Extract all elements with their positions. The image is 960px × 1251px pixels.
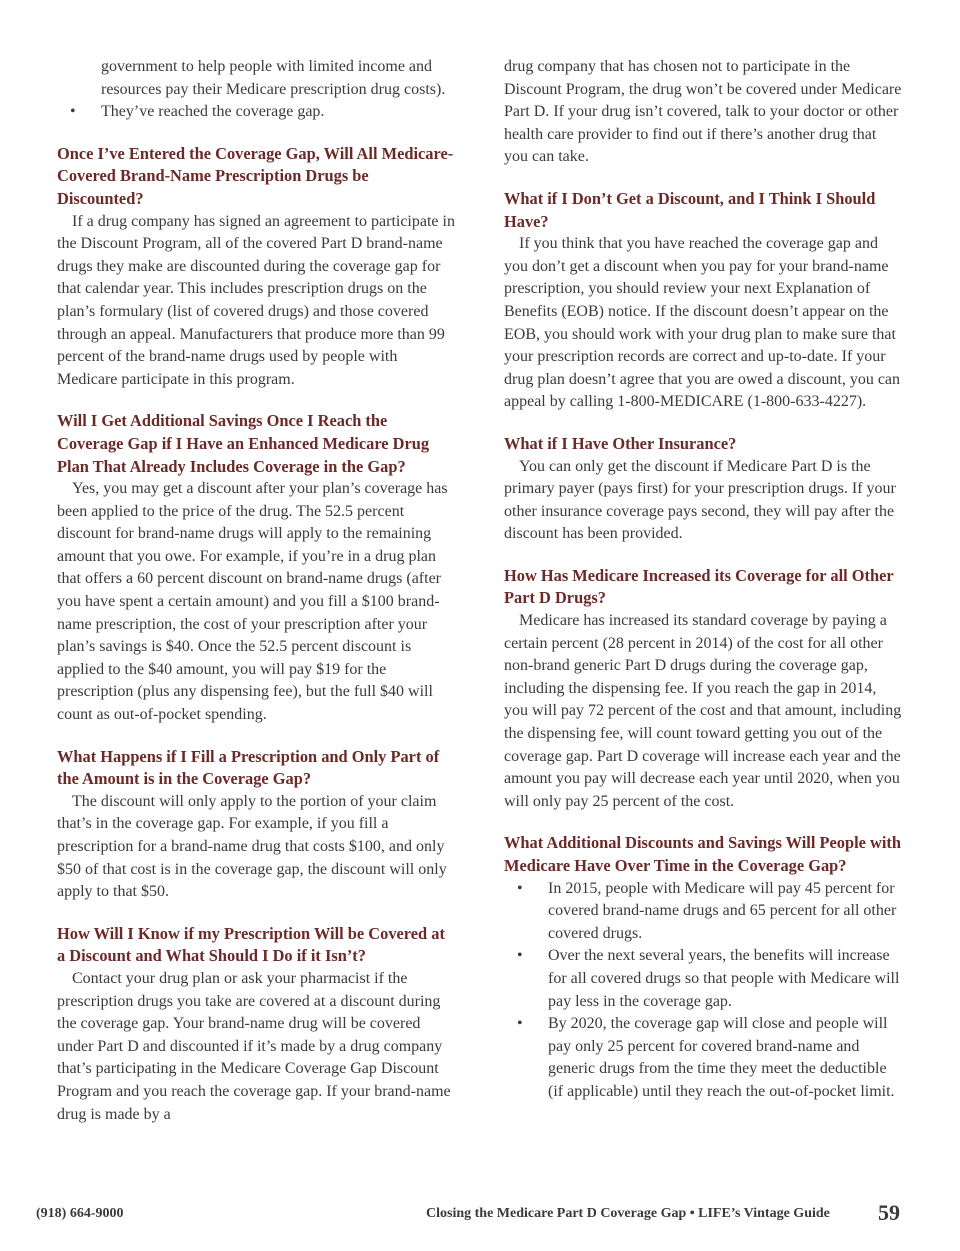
left-column [57,56,455,1126]
section-heading: How Has Medicare Increased its Coverage for all Other Part D Drugs? [504,565,894,608]
section-heading: How Will I Know if my Prescription Will be Covered at a Discount and What Should I Do if it Isn’t? [57,923,445,966]
section-body: Yes, you may get a discount after your plan’s coverage has been applied to the price of the drug. The 52.5 percent discount for brand-name drugs will apply to the remaining amount that you owe. For example, if you’re in a drug plan that offers a 60 percent discount on brand-name drugs (after you have spent a certain amount) and you fill a $100 brand-name prescription, the cost of your prescription after your plan’s savings is $40. Once the 52.5 percent discount is applied to the $40 amount, you will pay $19 for the prescription (plus any dispensing fee), but the full $40 will count as out-of-pocket spending. [57,480,448,724]
page-number: 59 [878,1200,900,1225]
section-heading: What Additional Discounts and Savings Will People with Medicare Have Over Time in the Coverage Gap? [504,833,901,875]
section-heading: Will I Get Additional Savings Once I Reach the Coverage Gap if I Have an Enhanced Medicare Drug Plan That Already Includes Coverage in the Gap? [57,411,430,476]
footer-title: Closing the Medicare Part D Coverage Gap • LIFE’s Vintage Guide [426,1206,830,1221]
discount-bullet-list [504,878,902,1104]
list-item: • They’ve reached the coverage gap. [57,101,455,124]
list-item: • In 2015, people with Medicare will pay 45 percent for covered brand-name drugs and 65 percent for all other covered drugs. [517,879,897,942]
bullet-icon: • [70,103,76,121]
continued-paragraph: government to help people with limited income and resources pay their Medicare prescription drug costs). [101,58,446,98]
right-column [504,56,902,1104]
intro-bullet-list [57,101,455,124]
page-footer [0,1200,960,1230]
section-body: The discount will only apply to the portion of your claim that’s in the coverage gap. For example, if you fill a prescription for a brand-name drug that costs $100, and only $50 of that cost is in the coverage gap, the discount will only apply to that $50. [57,792,447,901]
bullet-icon: • [517,879,523,897]
section-heading: What if I Have Other Insurance? [504,433,737,453]
section-heading: What Happens if I Fill a Prescription and Only Part of the Amount is in the Coverage Gap? [57,746,440,789]
section-body: Contact your drug plan or ask your pharmacist if the prescription drugs you take are covered at a discount during the coverage gap. Your brand-name drug will be covered under Part D and discounted if it’s made by a drug company that’s participating in the Medicare Coverage Gap Discount Program and you reach the coverage gap. If your brand-name drug is made by a [57,969,451,1123]
section-body: If a drug company has signed an agreement to participate in the Discount Program, all of the covered Part D brand-name drugs they make are discounted during the coverage gap for that calendar year. This includes prescription drugs on the plan’s formulary (list of covered drugs) and those covered through an appeal. Manufacturers that produce more than 99 percent of the brand-name drugs used by people with Medicare participate in this program. [57,212,455,388]
list-item: • Over the next several years, the benefits will increase for all covered drugs so that people with Medicare will pay less in the coverage gap. [517,947,900,1010]
footer-phone: (918) 664-9000 [36,1206,124,1221]
bullet-icon: • [517,1015,523,1033]
section-body: You can only get the discount if Medicare Part D is the primary payer (pays first) for your prescription drugs. If your other insurance coverage pays second, they will pay after the discount has been provided. [504,457,896,543]
bullet-icon: • [517,947,523,965]
section-heading: Once I’ve Entered the Coverage Gap, Will All Medicare-Covered Brand-Name Prescription Drugs be Discounted? [57,143,454,208]
section-body: If you think that you have reached the coverage gap and you don’t get a discount when you pay for your brand-name prescription, you should review your next Explanation of Benefits (EOB) notice. If the discount doesn’t appear on the EOB, you should work with your drug plan to make sure that your prescription records are correct and up-to-date. If your drug plan doesn’t agree that you are owed a discount, you can appeal by calling 1-800-MEDICARE (1-800-633-4227). [504,235,901,411]
list-item: • By 2020, the coverage gap will close and people will pay only 25 percent for covered brand-name and generic drugs from the time they meet the deductible (if applicable) until they reach the out-of-pocket limit. [517,1015,895,1100]
section-heading: What if I Don’t Get a Discount, and I Think I Should Have? [504,188,876,231]
section-body: Medicare has increased its standard coverage by paying a certain percent (28 percent in 2014) of the cost for all other non-brand generic Part D drugs during the coverage gap, including the dispensing fee. If you reach the gap in 2014, you will pay 72 percent of the cost and that amount, including the dispensing fee, will count toward getting you out of the coverage gap. Part D coverage will increase each year and the amount you pay will decrease each year until 2020, when you will only pay 25 percent of the cost. [504,612,902,810]
continued-paragraph: drug company that has chosen not to participate in the Discount Program, the drug won’t be covered under Medicare Part D. If your drug isn’t covered, talk to your doctor or other health care provider to find out if there’s another drug that you can take. [504,58,902,166]
